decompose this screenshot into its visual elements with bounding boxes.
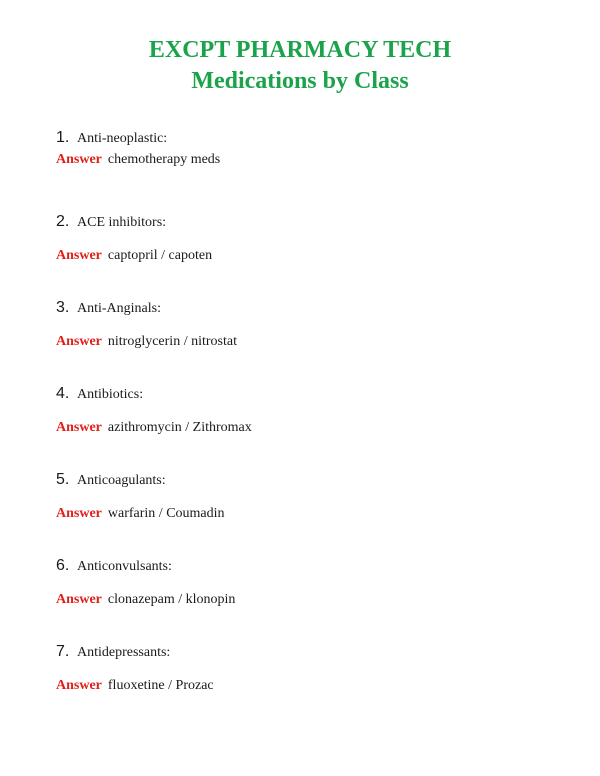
question-number: 3. [56,299,70,316]
answer-label: Answer [56,506,102,521]
question-1 [56,130,167,146]
answer-5 [56,507,225,521]
question-number: 6. [56,557,70,574]
answer-label: Answer [56,334,102,349]
question-text: Anti-neoplastic: [77,131,168,146]
answer-text: azithromycin / Zithromax [107,420,252,435]
answer-label: Answer [56,678,102,693]
question-3 [56,300,161,316]
answer-7 [56,679,214,693]
question-number: 2. [56,213,70,230]
question-text: Anti-Anginals: [77,301,161,316]
question-2 [56,214,166,230]
question-4 [56,386,143,402]
answer-label: Answer [56,420,102,435]
question-text: Antibiotics: [77,387,144,402]
answer-label: Answer [56,592,102,607]
question-text: Antidepressants: [77,645,171,660]
answer-text: chemotherapy meds [107,152,221,167]
question-number: 7. [56,643,70,660]
answer-1 [56,153,220,167]
question-number: 4. [56,385,70,402]
answer-label: Answer [56,152,102,167]
page-subtitle: Medications by Class [191,68,409,94]
question-7 [56,644,170,660]
question-text: Anticoagulants: [77,473,166,488]
answer-text: fluoxetine / Prozac [107,678,214,693]
answer-text: warfarin / Coumadin [107,506,225,521]
question-number: 1. [56,129,70,146]
question-text: Anticonvulsants: [77,559,172,574]
question-6 [56,558,172,574]
answer-text: clonazepam / klonopin [107,592,236,607]
question-number: 5. [56,471,70,488]
answer-label: Answer [56,248,102,263]
page-title: EXCPT PHARMACY TECH [148,37,452,63]
question-5 [56,472,166,488]
question-text: ACE inhibitors: [77,215,167,230]
answer-4 [56,421,252,435]
answer-6 [56,593,235,607]
answer-text: nitroglycerin / nitrostat [107,334,237,349]
answer-3 [56,335,237,349]
answer-text: captopril / capoten [107,248,213,263]
answer-2 [56,249,212,263]
